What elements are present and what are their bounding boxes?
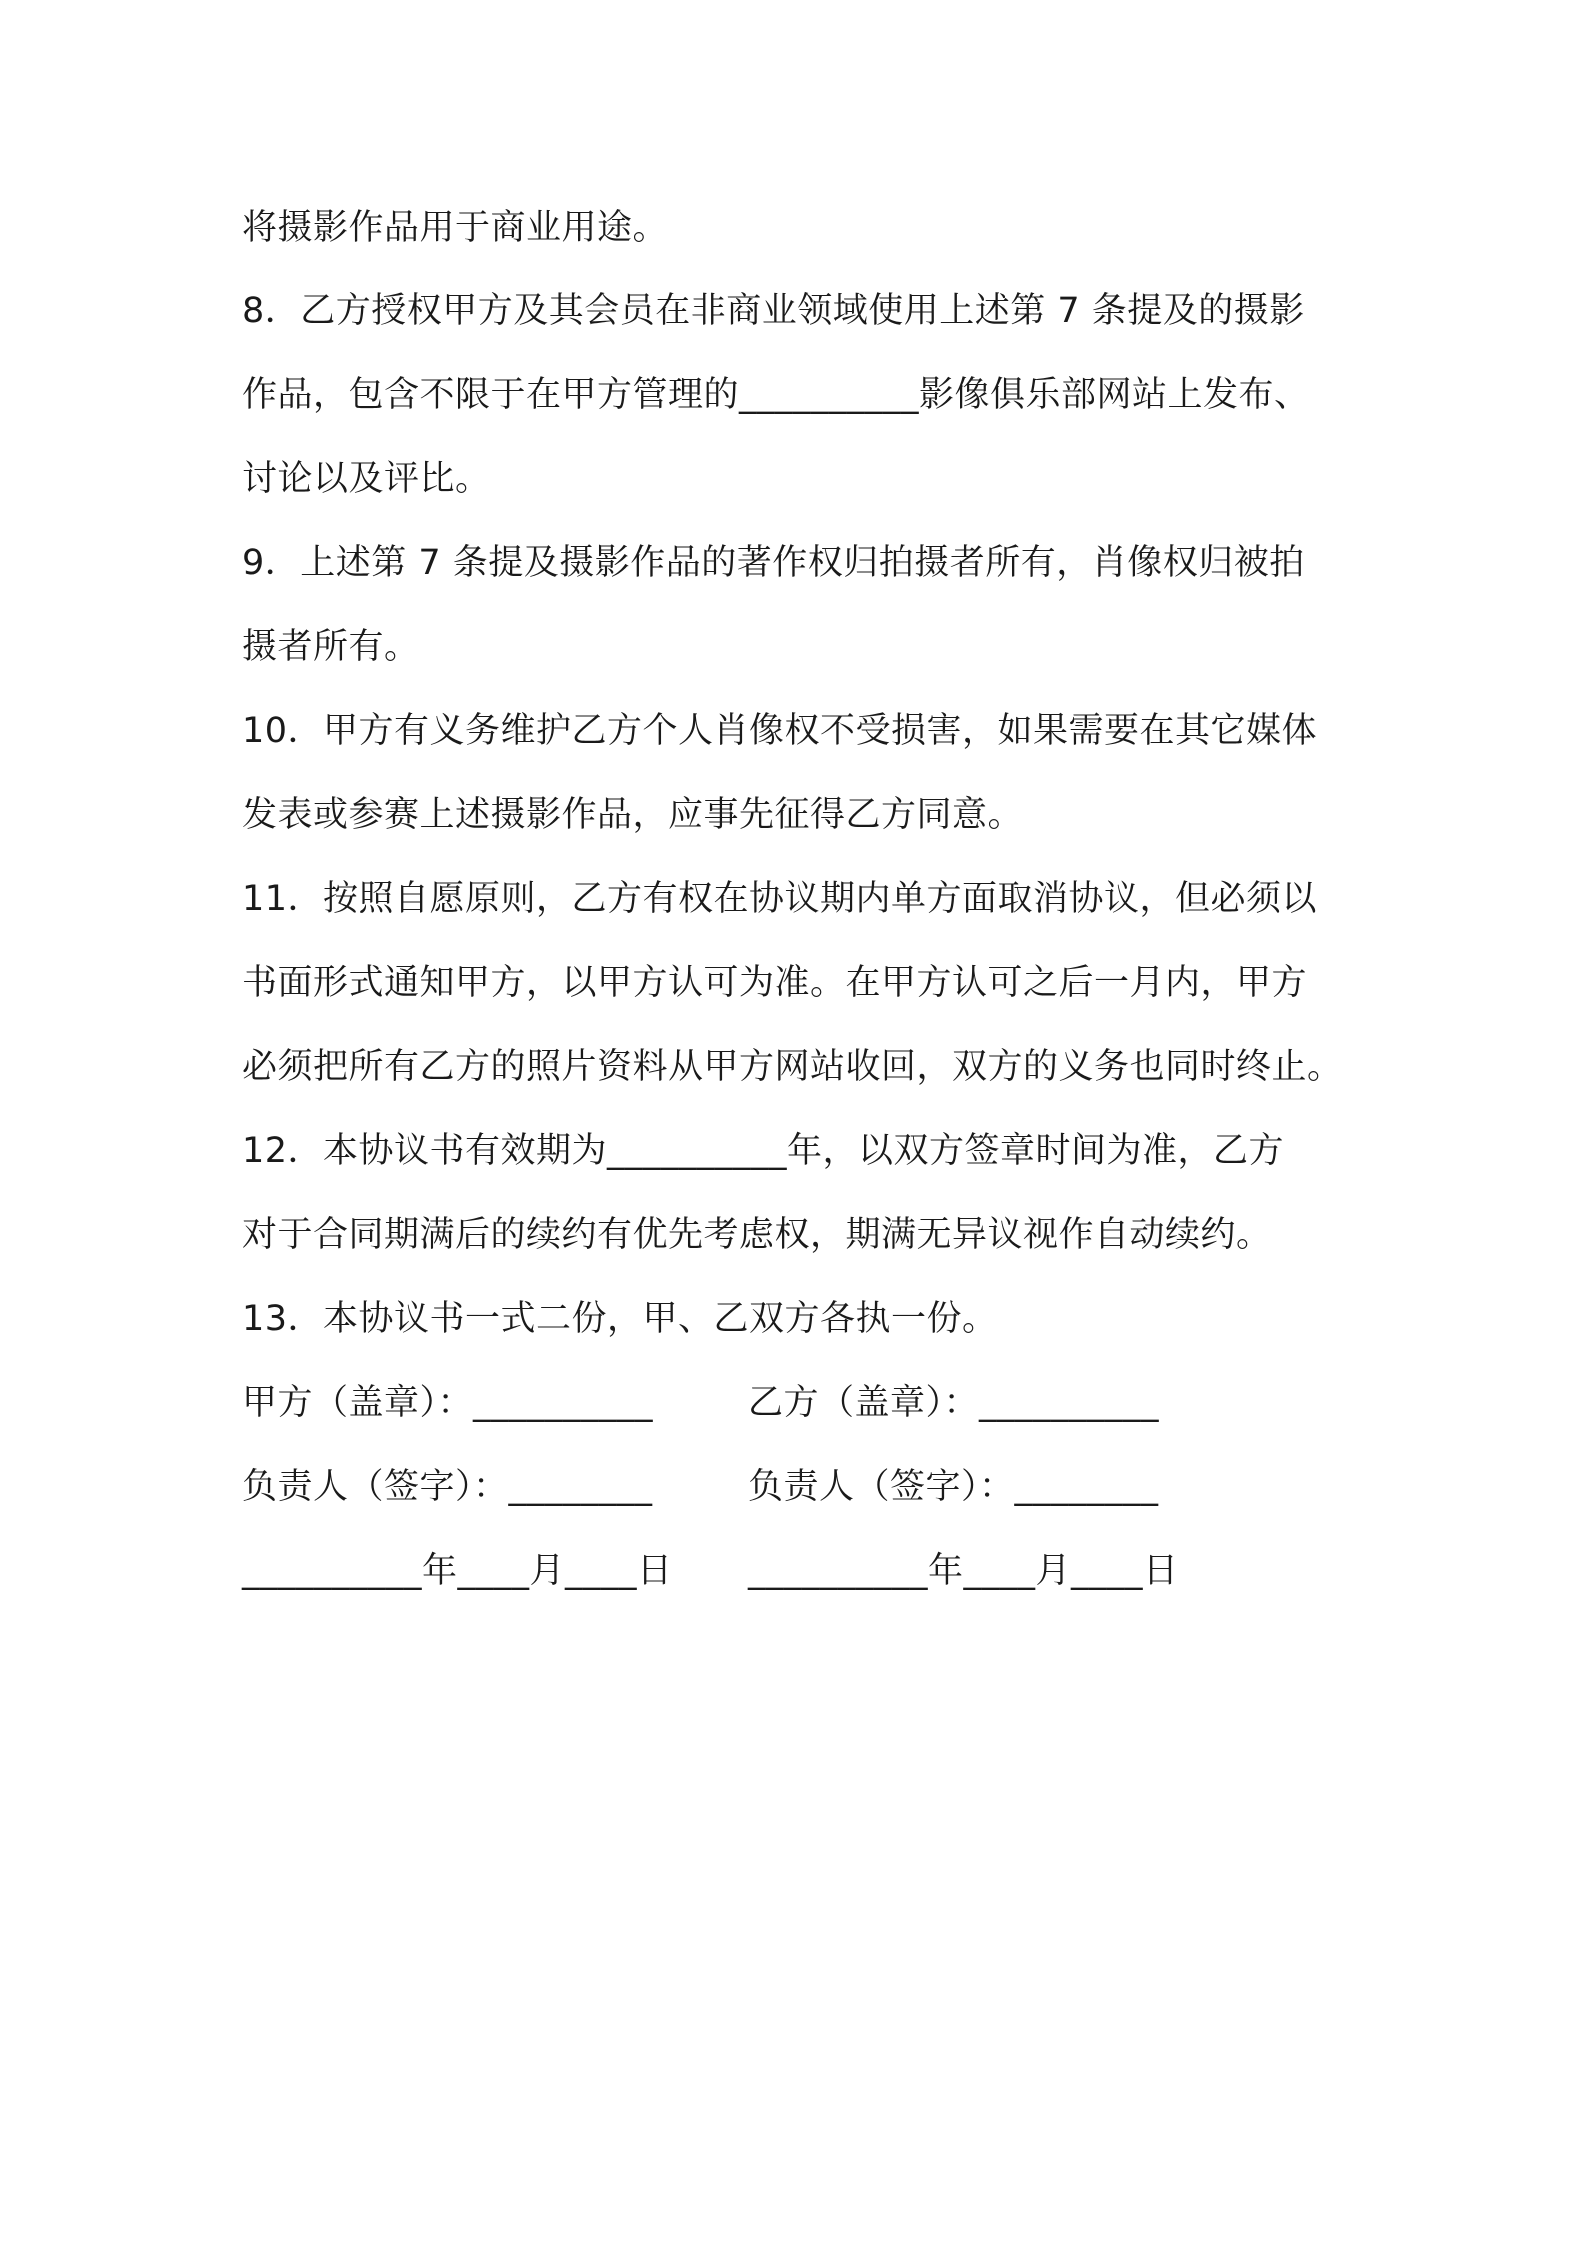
clause-9-line-2: 摄者所有。 bbox=[242, 627, 420, 667]
clause-12-line-1: 12．本协议书有效期为__________年，以双方签章时间为准，乙方 bbox=[242, 1131, 1285, 1171]
clause-8-line-3: 讨论以及评比。 bbox=[242, 459, 491, 499]
party-a-seal: 甲方（盖章）：__________ bbox=[242, 1383, 654, 1423]
party-b-signer: 负责人（签字）：________ bbox=[748, 1467, 1159, 1507]
party-a-signer: 负责人（签字）：________ bbox=[242, 1467, 653, 1507]
clause-7-tail: 将摄影作品用于商业用途。 bbox=[242, 208, 669, 248]
clause-11-line-1: 11．按照自愿原则，乙方有权在协议期内单方面取消协议，但必须以 bbox=[242, 879, 1318, 919]
clause-8-line-2: 作品，包含不限于在甲方管理的__________影像俱乐部网站上发布、 bbox=[242, 375, 1310, 415]
clause-11-line-3: 必须把所有乙方的照片资料从甲方网站收回，双方的义务也同时终止。 bbox=[242, 1047, 1343, 1087]
clause-12-line-2: 对于合同期满后的续约有优先考虑权，期满无异议视作自动续约。 bbox=[242, 1215, 1272, 1255]
party-a-date: __________年____月____日 bbox=[242, 1551, 673, 1591]
clause-10-line-1: 10．甲方有义务维护乙方个人肖像权不受损害，如果需要在其它媒体 bbox=[242, 711, 1318, 751]
party-b-date: __________年____月____日 bbox=[748, 1551, 1179, 1591]
clause-13: 13．本协议书一式二份，甲、乙双方各执一份。 bbox=[242, 1299, 998, 1339]
clause-10-line-2: 发表或参赛上述摄影作品，应事先征得乙方同意。 bbox=[242, 795, 1024, 835]
party-b-seal: 乙方（盖章）：__________ bbox=[748, 1383, 1160, 1423]
clause-9-line-1: 9．上述第 7 条提及摄影作品的著作权归拍摄者所有，肖像权归被拍 bbox=[242, 543, 1305, 583]
clause-11-line-2: 书面形式通知甲方，以甲方认可为准。在甲方认可之后一月内，甲方 bbox=[242, 963, 1308, 1003]
clause-8-line-1: 8．乙方授权甲方及其会员在非商业领域使用上述第 7 条提及的摄影 bbox=[242, 291, 1305, 331]
